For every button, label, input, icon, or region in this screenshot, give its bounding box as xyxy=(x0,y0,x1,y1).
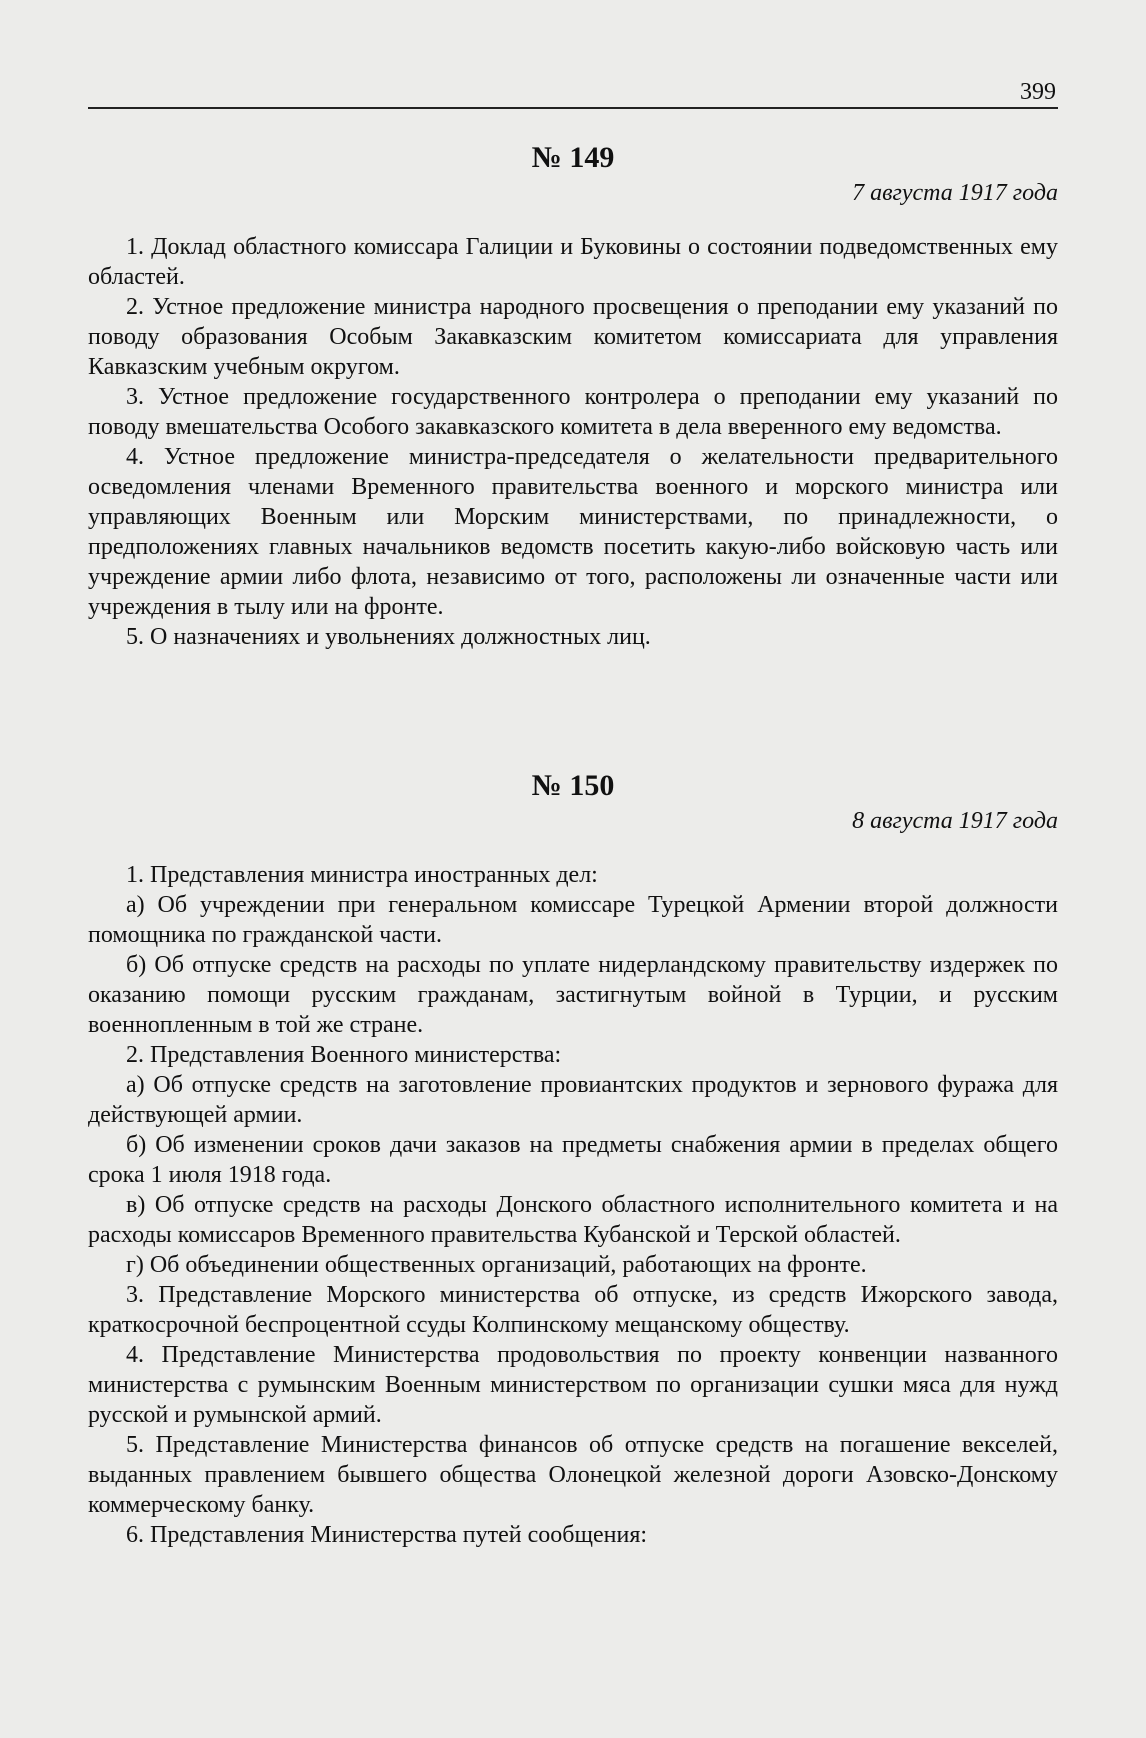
paragraph: 2. Устное предложение министра народного просвещения о преподании ему указаний по поводу образования Особым Закавказским комитетом комиссариата для управления Кавказским учебным округом. xyxy=(88,294,1058,380)
document-date: 8 августа 1917 года xyxy=(852,808,1058,834)
paragraph: 4. Представление Министерства продовольствия по проекту конвенции названного министерства с румынским Военным министерством по организации сушки мяса для нужд русской и румынской армий. xyxy=(88,1342,1058,1428)
document-149 xyxy=(88,140,1058,652)
paragraph: 3. Представление Морского министерства об отпуске, из средств Ижорского завода, краткосрочной беспроцентной ссуды Колпинскому мещанскому обществу. xyxy=(88,1282,1058,1338)
document-number: № 150 xyxy=(531,769,615,802)
document-date: 7 августа 1917 года xyxy=(852,180,1058,206)
page-number: 399 xyxy=(1020,79,1056,105)
paragraph: 1. Доклад областного комиссара Галиции и Буковины о состоянии подведомственных ему областей. xyxy=(88,234,1058,290)
paragraph: б) Об отпуске средств на расходы по уплате нидерландскому правительству издержек по оказанию помощи русским гражданам, застигнутым войной в Турции, и русским военнопленным в той же стране. xyxy=(88,952,1058,1038)
section-gap xyxy=(88,652,1058,756)
paragraph: 6. Представления Министерства путей сообщения: xyxy=(126,1522,648,1548)
paragraph: 2. Представления Военного министерства: xyxy=(126,1042,562,1068)
paragraph: в) Об отпуске средств на расходы Донского областного исполнительного комитета и на расходы комиссаров Временного правительства Кубанской и Терской областей. xyxy=(88,1192,1058,1248)
document-number: № 149 xyxy=(531,141,615,174)
paragraph: 3. Устное предложение государственного контролера о преподании ему указаний по поводу вмешательства Особого закавказского комитета в дела вверенного ему ведомства. xyxy=(88,384,1058,440)
paragraph: 5. Представление Министерства финансов об отпуске средств на погашение векселей, выданных правлением бывшего общества Олонецкой железной дороги Азовско-Донскому коммерческому банку. xyxy=(88,1432,1058,1518)
paragraph: б) Об изменении сроков дачи заказов на предметы снабжения армии в пределах общего срока 1 июля 1918 года. xyxy=(88,1132,1058,1188)
paragraph: 4. Устное предложение министра-председателя о желательности предварительного осведомления членами Временного правительства военного и морского министра или управляющих Военным или Морским министерствами, по принадлежности, о предположениях главных начальников ведомств посетить какую-либо войсковую часть или учреждение армии либо флота, независимо от того, расположены ли означенные части или учреждения в тылу или на фронте. xyxy=(88,444,1058,620)
page-content xyxy=(88,128,1058,1550)
paragraph: а) Об учреждении при генеральном комиссаре Турецкой Армении второй должности помощника по гражданской части. xyxy=(88,892,1058,948)
document-150 xyxy=(88,768,1058,1550)
paragraph: г) Об объединении общественных организаций, работающих на фронте. xyxy=(126,1252,867,1278)
paragraph: 5. О назначениях и увольнениях должностных лиц. xyxy=(126,624,651,650)
header-rule xyxy=(88,107,1058,109)
paragraph: а) Об отпуске средств на заготовление провиантских продуктов и зернового фуража для действующей армии. xyxy=(88,1072,1058,1128)
paragraph: 1. Представления министра иностранных дел: xyxy=(126,862,598,888)
